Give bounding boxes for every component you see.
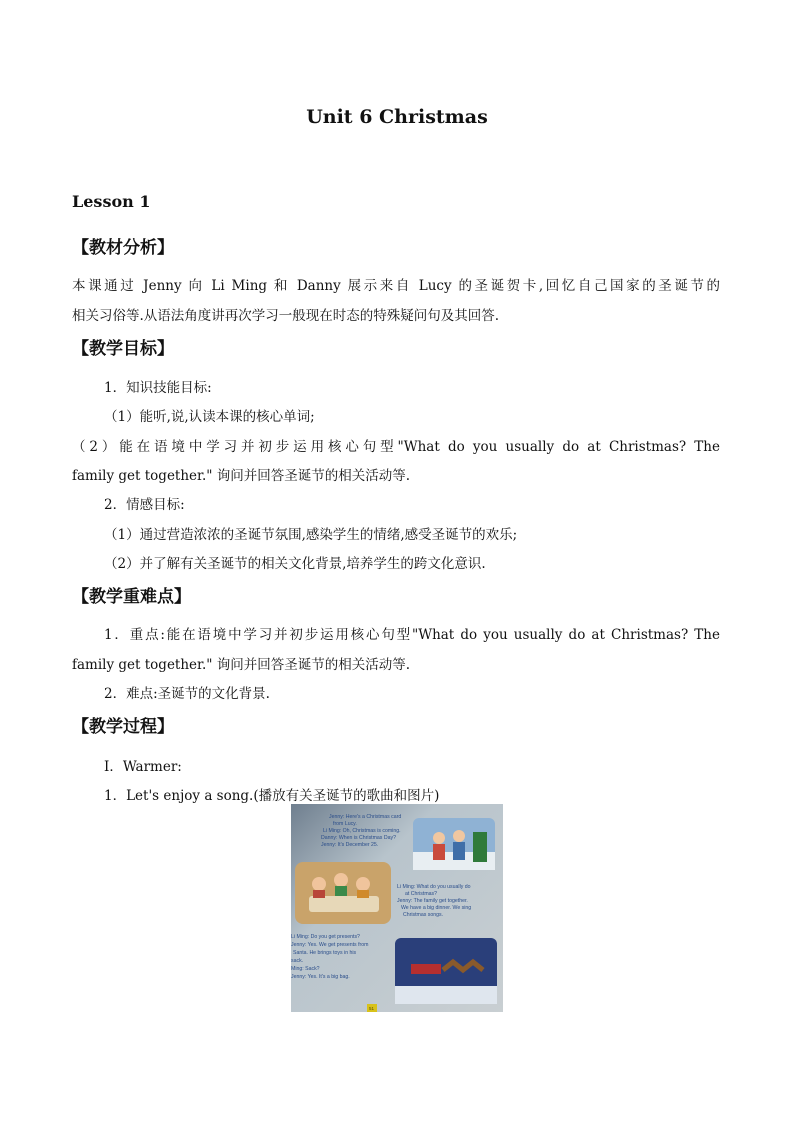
goal-2a: （1）通过营造浓浓的圣诞节氛围,感染学生的情绪,感受圣诞节的欢乐; xyxy=(104,527,518,543)
goal-1b-line-2: family get together." 询问并回答圣诞节的相关活动等. xyxy=(72,468,411,484)
page-title: Unit 6 Christmas xyxy=(306,106,488,128)
analysis-line-2: 相关习俗等.从语法角度讲再次学习一般现在时态的特殊疑问句及其回答. xyxy=(72,308,500,324)
photo-bubble2-line5: Christmas songs. xyxy=(403,912,444,918)
photo-bubble3-line4: sack. xyxy=(291,958,304,964)
photo-bubble1-line5: Jenny: It's December 25. xyxy=(321,842,379,848)
goal-1: 1．知识技能目标: xyxy=(104,380,212,396)
goal-2b: （2）并了解有关圣诞节的相关文化背景,培养学生的跨文化意识. xyxy=(104,556,486,572)
photo-bubble2-line4: We have a big dinner. We sing xyxy=(401,905,472,911)
keypoint-2: 2．难点:圣诞节的文化背景. xyxy=(104,686,270,702)
photo-bubble3-line1: Li Ming: Do you get presents? xyxy=(291,934,360,940)
photo-bubble3-line5: Ming: Sack? xyxy=(291,966,320,972)
photo-bubble1-line1: Jenny: Here's a Christmas card xyxy=(329,814,402,820)
photo-bubble1-line2: from Lucy. xyxy=(333,821,357,827)
goal-1a: （1）能听,说,认读本课的核心单词; xyxy=(104,409,315,425)
photo-bubble1-line4: Danny: When is Christmas Day? xyxy=(321,835,396,841)
goal-2: 2．情感目标: xyxy=(104,497,185,513)
photo-bubble3-line3: Santa. He brings toys in his xyxy=(293,950,357,956)
analysis-line-1: 本课通过 Jenny 向 Li Ming 和 Danny 展示来自 Lucy 的圣诞贺卡,回忆自己国家的圣诞节的 xyxy=(72,278,720,294)
photo-bubble2-line3: Jenny: The family get together. xyxy=(397,898,468,904)
goal-1b-line-1: （2）能在语境中学习并初步运用核心句型"What do you usually do at Christmas? The xyxy=(72,439,720,455)
process-step-1: 1．Let's enjoy a song.(播放有关圣诞节的歌曲和图片) xyxy=(104,788,440,804)
keypoint-1-line-1: 1．重点:能在语境中学习并初步运用核心句型"What do you usually do at Christmas? The xyxy=(104,627,720,643)
photo-bubble2-line2: at Christmas? xyxy=(405,891,437,897)
photo-bubble3-line6: Jenny: Yes. It's a big bag. xyxy=(291,974,350,980)
keypoint-1-line-2: family get together." 询问并回答圣诞节的相关活动等. xyxy=(72,657,411,673)
photo-page-number: 51 xyxy=(369,1006,375,1011)
photo-bubble2-line1: Li Ming: What do you usually do xyxy=(397,884,471,890)
section-heading-process: 【教学过程】 xyxy=(72,717,174,737)
photo-bubble1-line3: Li Ming: Oh, Christmas is coming. xyxy=(323,828,401,834)
section-heading-analysis: 【教材分析】 xyxy=(72,238,174,258)
process-warmer: Ⅰ．Warmer: xyxy=(104,759,182,775)
photo-bubble3-line2: Jenny: Yes. We get presents from xyxy=(291,942,369,948)
lesson-heading: Lesson 1 xyxy=(72,192,151,211)
section-heading-keypoints: 【教学重难点】 xyxy=(72,587,191,607)
textbook-photo xyxy=(291,804,503,1012)
section-heading-goals: 【教学目标】 xyxy=(72,339,174,359)
